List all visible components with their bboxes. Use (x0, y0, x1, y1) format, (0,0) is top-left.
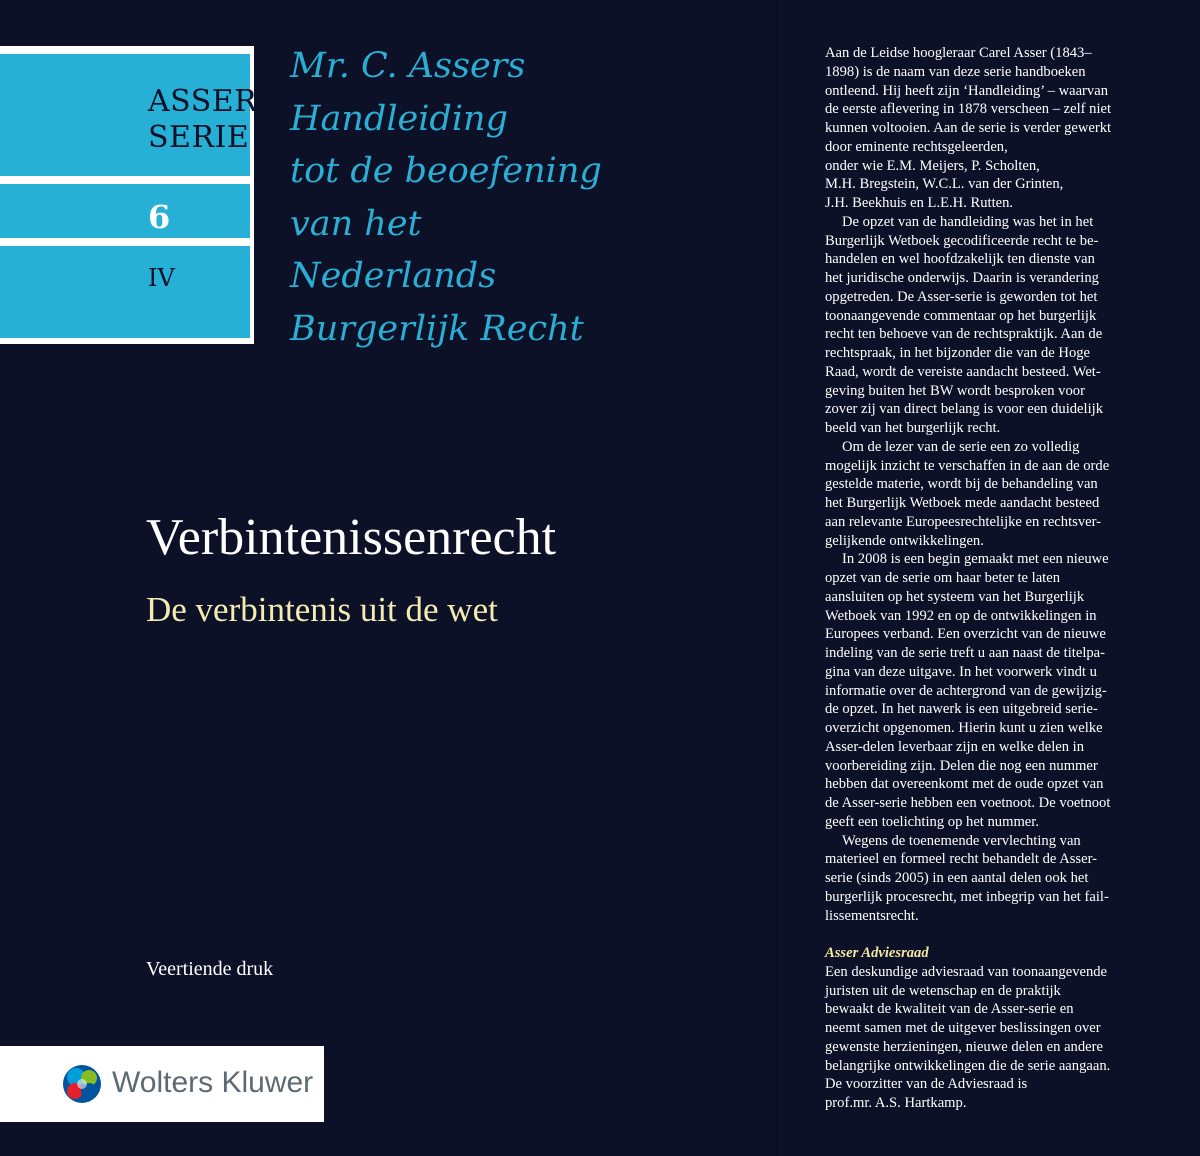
text-line: Aan de Leidse hoogleraar Carel Asser (1843– (825, 45, 1092, 61)
text-line: recht ten behoeve van de rechtspraktijk. Aan de (825, 326, 1103, 343)
text-line: gelijkende ontwikkelingen. (825, 532, 984, 549)
text-line: opgetreden. De Asser-serie is geworden tot het (825, 288, 1098, 305)
text-line: Wetboek van 1992 en op de ontwikkelingen in (825, 607, 1097, 624)
text-line: de opzet. In het nawerk is een uitgebreid serie- (825, 701, 1098, 718)
back-paragraph-purpose (825, 213, 1155, 438)
text-line: voorbereiding zijn. Delen die nog een nummer (825, 757, 1098, 774)
series-label-line1: ASSER (148, 84, 258, 119)
text-line: handelen en wel hoofdzakelijk ten dienste van (825, 251, 1095, 268)
text-line: Raad, wordt de vereiste aandacht besteed. Wet- (825, 363, 1101, 380)
text-line: Wegens de toenemende vervlechting van (842, 832, 1081, 849)
back-paragraph-new-setup (825, 550, 1155, 831)
text-line: kunnen voltooien. Aan de serie is verder gewerkt (825, 120, 1112, 136)
text-line: hebben dat overeenkomt met de oude opzet van (825, 776, 1104, 793)
text-line: aan relevante Europeesrechtelijke en rechtsver- (825, 513, 1102, 530)
text-line: J.H. Beekhuis en L.E.H. Rutten. (825, 195, 1014, 211)
series-title-line: tot de beoefening (290, 151, 602, 191)
publisher-name: Wolters Kluwer (112, 1066, 314, 1099)
text-line: prof.mr. A.S. Hartkamp. (825, 1095, 967, 1111)
text-line: rechtspraak, in het bijzonder die van de Hoge (825, 345, 1091, 361)
text-line: gestelde materie, wordt bij de behandeling van (825, 476, 1098, 493)
text-line: Om de lezer van de serie een zo volledig (842, 438, 1080, 455)
text-line: beeld van het burgerlijk recht. (825, 420, 1001, 436)
text-line: indeling van de serie treft u aan naast de titelpa- (825, 645, 1106, 661)
text-line: belangrijke ontwikkelingen die de serie aangaan. (825, 1057, 1111, 1074)
text-line: De opzet van de handleiding was het in het (842, 213, 1094, 230)
text-line: bewaakt de kwaliteit van de Asser-serie en (825, 1001, 1074, 1018)
series-label-line2: SERIE (148, 120, 250, 155)
text-line: geving buiten het BW wordt besproken voor (825, 382, 1085, 399)
series-title-line: Handleiding (290, 98, 508, 139)
text-line: juristen uit de wetenschap en de praktijk (825, 982, 1061, 999)
book-title: Verbintenissenrecht (146, 509, 557, 566)
text-line: ontleend. Hij heeft zijn ‘Handleiding’ – waarvan (825, 82, 1108, 99)
back-paragraph-intro (825, 44, 1155, 213)
text-line: serie (sinds 2005) in een aantal delen ook het (825, 870, 1089, 886)
text-line: 1898) is de naam van deze serie handboeken (825, 63, 1086, 80)
text-line: lissementsrecht. (825, 907, 919, 924)
text-line: gina van deze uitgave. In het voorwerk vindt u (825, 663, 1097, 680)
text-line: door eminente rechtsgeleerden, (825, 138, 1008, 155)
text-line: het juridische onderwijs. Daarin is verandering (825, 270, 1099, 286)
text-line: M.H. Bregstein, W.C.L. van der Grinten, (825, 176, 1064, 193)
text-line: In 2008 is een begin gemaakt met een nieuwe (842, 551, 1109, 568)
text-line: toonaangevende commentaar op het burgerlijk (825, 307, 1097, 324)
back-cover-text (825, 44, 1155, 1113)
text-line: Een deskundige adviesraad van toonaangevende (825, 963, 1108, 980)
publisher-logo (0, 1046, 324, 1122)
text-line: overzicht opgenomen. Hierin kunt u zien welke (825, 720, 1103, 736)
series-title-line: Burgerlijk Recht (290, 308, 584, 349)
text-line: onder wie E.M. Meijers, P. Scholten, (825, 157, 1040, 174)
spine-divider (776, 0, 778, 1156)
text-line: de eerste aflevering in 1878 verscheen – zelf niet (825, 101, 1112, 118)
back-paragraph-advisory (825, 963, 1155, 1113)
series-title (290, 40, 760, 355)
text-line: het Burgerlijk Wetboek mede aandacht besteed (825, 495, 1100, 511)
series-title-line: van het (290, 203, 422, 244)
paragraph-gap (825, 925, 1155, 944)
text-line: Burgerlijk Wetboek gecodificeerde recht te be- (825, 232, 1099, 249)
back-paragraph-procedure (825, 832, 1155, 926)
back-paragraph-insight (825, 438, 1155, 551)
book-subtitle: De verbintenis uit de wet (146, 590, 498, 629)
edition-label: Veertiende druk (146, 958, 274, 980)
wolters-kluwer-globe-icon (62, 1064, 102, 1104)
text-line: aansluiten op het systeem van het Burgerlijk (825, 588, 1085, 605)
number-band (0, 184, 250, 238)
text-line: burgerlijk procesrecht, met inbegrip van het fail- (825, 888, 1109, 905)
series-part: IV (148, 264, 175, 292)
text-line: informatie over de achtergrond van de gewijzig- (825, 682, 1107, 699)
text-line: Asser-delen leverbaar zijn en welke delen in (825, 738, 1085, 755)
text-line: De voorzitter van de Adviesraad is (825, 1076, 1028, 1093)
text-line: zover zij van direct belang is voor een duidelijk (825, 401, 1103, 418)
series-title-line: Nederlands (290, 256, 497, 296)
text-line: de Asser-serie hebben een voetnoot. De voetnoot (825, 795, 1111, 811)
series-number: 6 (148, 198, 171, 236)
text-line: geeft een toelichting op het nummer. (825, 813, 1039, 830)
part-band (0, 246, 250, 338)
text-line: materieel en formeel recht behandelt de Asser- (825, 851, 1097, 868)
advisory-heading: Asser Adviesraad (825, 945, 929, 961)
series-title-line: Mr. C. Assers (290, 46, 526, 86)
series-block (0, 46, 258, 344)
text-line: gewenste herzieningen, nieuwe delen en andere (825, 1038, 1103, 1055)
series-label (148, 84, 257, 156)
text-line: mogelijk inzicht te verschaffen in de aan de orde (825, 457, 1110, 474)
text-line: Europees verband. Een overzicht van de nieuwe (825, 626, 1106, 643)
text-line: neemt samen met de uitgever beslissingen over (825, 1020, 1101, 1036)
text-line: opzet van de serie om haar beter te laten (825, 570, 1061, 586)
